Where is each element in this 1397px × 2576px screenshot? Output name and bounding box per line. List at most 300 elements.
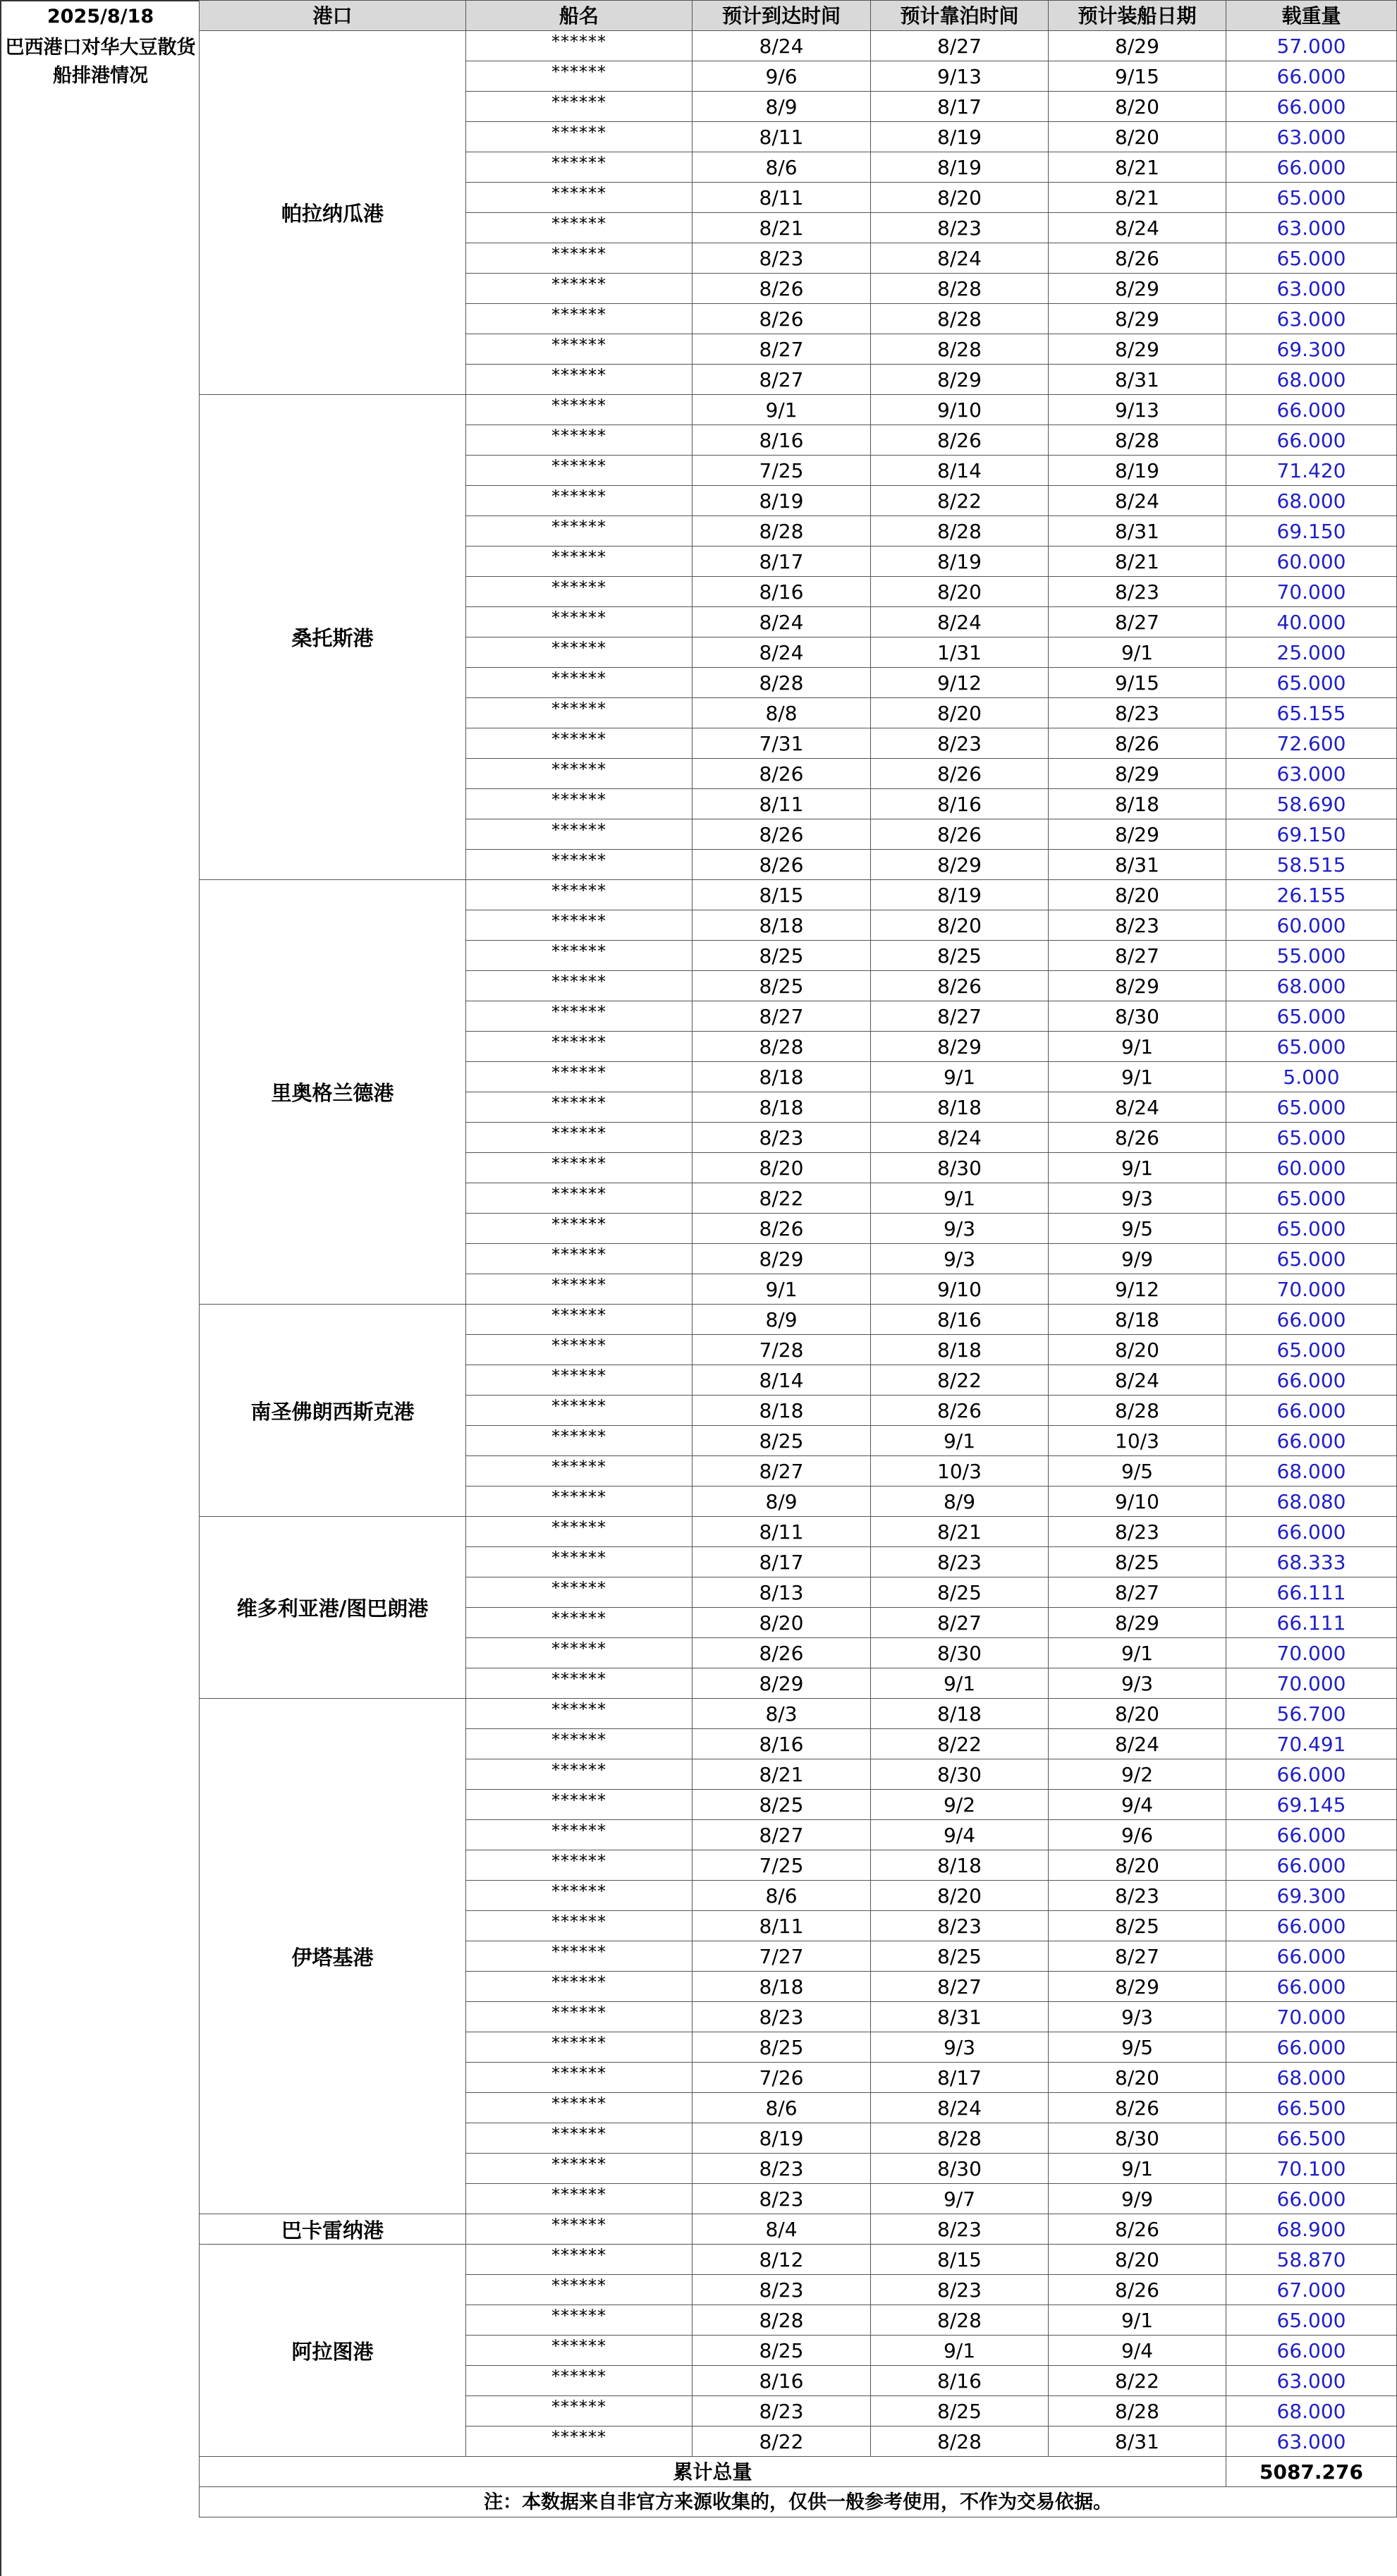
- schedule-table: [199, 0, 1397, 2576]
- row-weight: 60.000: [1226, 546, 1397, 577]
- row-vessel: ******: [465, 485, 693, 516]
- row-eta: 8/26: [692, 819, 871, 850]
- row-berth: 8/29: [870, 364, 1049, 395]
- row-loading: 8/28: [1048, 1395, 1226, 1426]
- row-weight: 66.000: [1226, 2335, 1397, 2366]
- row-vessel: ******: [465, 30, 693, 61]
- row-vessel: ******: [465, 1637, 693, 1668]
- row-berth: 8/26: [870, 970, 1049, 1001]
- row-weight: 5.000: [1226, 1061, 1397, 1092]
- report-date: 2025/8/18: [47, 6, 154, 28]
- row-berth: 9/13: [870, 61, 1049, 92]
- row-weight: 68.000: [1226, 485, 1397, 516]
- row-loading: 8/22: [1048, 2365, 1226, 2396]
- row-vessel: ******: [465, 1759, 693, 1790]
- row-berth: 9/3: [870, 1243, 1049, 1274]
- row-weight: 40.000: [1226, 606, 1397, 637]
- row-eta: 8/11: [692, 182, 871, 213]
- row-loading: 9/1: [1048, 2305, 1226, 2336]
- row-berth: 9/1: [870, 1668, 1049, 1699]
- row-eta: 8/27: [692, 364, 871, 395]
- row-vessel: ******: [465, 1001, 693, 1032]
- row-loading: 8/29: [1048, 1607, 1226, 1638]
- row-vessel: ******: [465, 1304, 693, 1335]
- row-loading: 8/19: [1048, 455, 1226, 486]
- port-name: 伊塔基港: [199, 1698, 466, 2214]
- row-berth: 8/30: [870, 1759, 1049, 1790]
- row-loading: 8/24: [1048, 1365, 1226, 1396]
- row-weight: 65.000: [1226, 1122, 1397, 1153]
- row-weight: 66.000: [1226, 1971, 1397, 2002]
- row-eta: 7/25: [692, 455, 871, 486]
- row-vessel: ******: [465, 1425, 693, 1456]
- row-loading: 8/20: [1048, 1334, 1226, 1365]
- row-eta: 8/6: [692, 152, 871, 183]
- row-eta: 8/18: [692, 1061, 871, 1092]
- row-eta: 8/18: [692, 910, 871, 941]
- row-vessel: ******: [465, 91, 693, 122]
- row-loading: 8/23: [1048, 910, 1226, 941]
- row-weight: 65.000: [1226, 1334, 1397, 1365]
- row-berth: 8/23: [870, 2214, 1049, 2245]
- row-vessel: ******: [465, 1941, 693, 1972]
- row-vessel: ******: [465, 1546, 693, 1577]
- row-vessel: ******: [465, 182, 693, 213]
- row-weight: 70.000: [1226, 1274, 1397, 1305]
- row-loading: 8/29: [1048, 758, 1226, 789]
- row-weight: 69.300: [1226, 334, 1397, 365]
- row-eta: 8/11: [692, 1516, 871, 1547]
- row-weight: 72.600: [1226, 728, 1397, 759]
- row-eta: 8/28: [692, 1031, 871, 1062]
- row-vessel: ******: [465, 2244, 693, 2275]
- row-weight: 66.000: [1226, 1819, 1397, 1850]
- row-vessel: ******: [465, 1243, 693, 1274]
- row-vessel: ******: [465, 2274, 693, 2305]
- row-vessel: ******: [465, 1819, 693, 1850]
- row-loading: 9/10: [1048, 1486, 1226, 1517]
- row-eta: 8/28: [692, 2305, 871, 2336]
- row-eta: 8/22: [692, 1183, 871, 1214]
- row-vessel: ******: [465, 970, 693, 1001]
- row-eta: 8/18: [692, 1092, 871, 1123]
- row-eta: 8/6: [692, 2092, 871, 2123]
- row-vessel: ******: [465, 697, 693, 728]
- row-eta: 8/16: [692, 1728, 871, 1759]
- row-eta: 8/14: [692, 1365, 871, 1396]
- row-berth: 8/26: [870, 1395, 1049, 1426]
- row-loading: 8/26: [1048, 2274, 1226, 2305]
- row-eta: 8/9: [692, 91, 871, 122]
- row-weight: 58.870: [1226, 2244, 1397, 2275]
- row-loading: 9/15: [1048, 667, 1226, 698]
- row-eta: 8/25: [692, 1789, 871, 1820]
- row-eta: 8/4: [692, 2214, 871, 2245]
- row-berth: 8/24: [870, 243, 1049, 274]
- row-weight: 55.000: [1226, 940, 1397, 971]
- row-loading: 9/9: [1048, 1243, 1226, 1274]
- row-vessel: ******: [465, 788, 693, 819]
- row-loading: 8/24: [1048, 1728, 1226, 1759]
- row-eta: 8/23: [692, 2274, 871, 2305]
- total-value: 5087.276: [1226, 2456, 1397, 2487]
- row-loading: 9/4: [1048, 2335, 1226, 2366]
- row-vessel: ******: [465, 1395, 693, 1426]
- row-weight: 66.000: [1226, 1910, 1397, 1941]
- row-eta: 8/24: [692, 30, 871, 61]
- row-berth: 10/3: [870, 1455, 1049, 1487]
- row-eta: 8/27: [692, 1819, 871, 1850]
- row-weight: 70.000: [1226, 2001, 1397, 2032]
- row-loading: 8/21: [1048, 182, 1226, 213]
- row-weight: 66.000: [1226, 152, 1397, 183]
- row-loading: 8/31: [1048, 2426, 1226, 2457]
- row-vessel: ******: [465, 1850, 693, 1881]
- port-name: 里奥格兰德港: [199, 879, 466, 1305]
- header-vessel: 船名: [465, 0, 693, 31]
- row-loading: 9/4: [1048, 1789, 1226, 1820]
- row-eta: 8/25: [692, 970, 871, 1001]
- row-loading: 8/20: [1048, 2244, 1226, 2275]
- row-berth: 8/28: [870, 273, 1049, 304]
- row-vessel: ******: [465, 2335, 693, 2366]
- row-vessel: ******: [465, 910, 693, 941]
- row-weight: 68.080: [1226, 1486, 1397, 1517]
- row-weight: 56.700: [1226, 1698, 1397, 1729]
- row-berth: 8/23: [870, 1910, 1049, 1941]
- row-berth: 9/1: [870, 1183, 1049, 1214]
- row-eta: 8/11: [692, 1910, 871, 1941]
- row-berth: 8/28: [870, 303, 1049, 334]
- row-vessel: ******: [465, 1880, 693, 1911]
- row-berth: 8/24: [870, 1122, 1049, 1153]
- row-loading: 8/27: [1048, 1577, 1226, 1608]
- row-vessel: ******: [465, 2123, 693, 2154]
- row-weight: 66.111: [1226, 1577, 1397, 1608]
- row-eta: 8/27: [692, 334, 871, 365]
- row-berth: 8/19: [870, 121, 1049, 152]
- row-loading: 8/20: [1048, 1850, 1226, 1881]
- row-loading: 8/20: [1048, 121, 1226, 152]
- row-weight: 66.000: [1226, 61, 1397, 92]
- row-loading: 8/23: [1048, 697, 1226, 728]
- row-berth: 8/24: [870, 2092, 1049, 2123]
- row-loading: 8/30: [1048, 1001, 1226, 1032]
- row-vessel: ******: [465, 1910, 693, 1941]
- row-weight: 65.000: [1226, 2305, 1397, 2336]
- row-eta: 8/19: [692, 2123, 871, 2154]
- row-loading: 9/3: [1048, 2001, 1226, 2032]
- row-loading: 9/1: [1048, 1031, 1226, 1062]
- row-berth: 9/3: [870, 1213, 1049, 1244]
- row-berth: 8/17: [870, 2062, 1049, 2093]
- row-eta: 8/8: [692, 697, 871, 728]
- row-berth: 8/22: [870, 1728, 1049, 1759]
- row-eta: 8/25: [692, 1425, 871, 1456]
- row-loading: 9/2: [1048, 1759, 1226, 1790]
- row-berth: 8/27: [870, 30, 1049, 61]
- row-berth: 8/16: [870, 2365, 1049, 2396]
- row-weight: 68.000: [1226, 2395, 1397, 2427]
- row-weight: 71.420: [1226, 455, 1397, 486]
- row-berth: 8/17: [870, 91, 1049, 122]
- row-vessel: ******: [465, 1486, 693, 1517]
- row-eta: 8/12: [692, 2244, 871, 2275]
- row-eta: 8/19: [692, 485, 871, 516]
- row-berth: 8/21: [870, 1516, 1049, 1547]
- row-berth: 8/24: [870, 606, 1049, 637]
- row-vessel: ******: [465, 273, 693, 304]
- row-weight: 65.000: [1226, 243, 1397, 274]
- row-loading: 8/29: [1048, 303, 1226, 334]
- header-port: 港口: [199, 0, 466, 31]
- row-loading: 8/20: [1048, 2062, 1226, 2093]
- row-eta: 8/9: [692, 1304, 871, 1335]
- row-berth: 9/10: [870, 394, 1049, 425]
- row-loading: 8/18: [1048, 788, 1226, 819]
- row-vessel: ******: [465, 334, 693, 365]
- row-loading: 8/20: [1048, 91, 1226, 122]
- row-vessel: ******: [465, 940, 693, 971]
- row-weight: 26.155: [1226, 879, 1397, 910]
- header-weight: 载重量: [1226, 0, 1397, 31]
- row-berth: 8/25: [870, 1941, 1049, 1972]
- row-vessel: ******: [465, 1183, 693, 1214]
- row-eta: 8/18: [692, 1971, 871, 2002]
- row-weight: 58.690: [1226, 788, 1397, 819]
- row-eta: 8/23: [692, 2153, 871, 2184]
- row-weight: 65.000: [1226, 1243, 1397, 1274]
- row-vessel: ******: [465, 1607, 693, 1638]
- row-weight: 66.500: [1226, 2092, 1397, 2123]
- row-vessel: ******: [465, 637, 693, 668]
- row-vessel: ******: [465, 1789, 693, 1820]
- row-weight: 66.000: [1226, 1516, 1397, 1547]
- row-berth: 8/22: [870, 1365, 1049, 1396]
- row-weight: 69.150: [1226, 819, 1397, 850]
- row-loading: 8/31: [1048, 515, 1226, 547]
- row-loading: 8/29: [1048, 30, 1226, 61]
- row-weight: 65.000: [1226, 667, 1397, 698]
- row-weight: 67.000: [1226, 2274, 1397, 2305]
- row-berth: 8/15: [870, 2244, 1049, 2275]
- row-loading: 8/27: [1048, 606, 1226, 637]
- row-berth: 8/31: [870, 2001, 1049, 2032]
- row-vessel: ******: [465, 121, 693, 152]
- row-loading: 8/23: [1048, 576, 1226, 607]
- row-weight: 70.000: [1226, 1668, 1397, 1699]
- row-vessel: ******: [465, 1274, 693, 1305]
- row-eta: 8/9: [692, 1486, 871, 1517]
- row-eta: 9/6: [692, 61, 871, 92]
- row-loading: 9/3: [1048, 1183, 1226, 1214]
- row-berth: 8/23: [870, 728, 1049, 759]
- row-eta: 8/26: [692, 849, 871, 880]
- row-loading: 8/31: [1048, 364, 1226, 395]
- row-weight: 66.500: [1226, 2123, 1397, 2154]
- row-berth: 8/20: [870, 1880, 1049, 1911]
- row-weight: 65.000: [1226, 1001, 1397, 1032]
- row-weight: 68.000: [1226, 364, 1397, 395]
- row-loading: 8/27: [1048, 940, 1226, 971]
- row-weight: 66.000: [1226, 1759, 1397, 1790]
- row-weight: 66.000: [1226, 1941, 1397, 1972]
- row-eta: 8/26: [692, 1637, 871, 1668]
- row-loading: 9/12: [1048, 1274, 1226, 1305]
- row-berth: 9/12: [870, 667, 1049, 698]
- port-name: 帕拉纳瓜港: [199, 30, 466, 395]
- row-berth: 8/19: [870, 152, 1049, 183]
- row-berth: 8/16: [870, 788, 1049, 819]
- row-loading: 8/29: [1048, 273, 1226, 304]
- row-vessel: ******: [465, 243, 693, 274]
- row-loading: 8/21: [1048, 546, 1226, 577]
- row-weight: 66.000: [1226, 91, 1397, 122]
- row-loading: 8/23: [1048, 1516, 1226, 1547]
- row-eta: 8/20: [692, 1152, 871, 1183]
- row-eta: 8/6: [692, 1880, 871, 1911]
- total-label: 累计总量: [199, 2456, 1226, 2487]
- row-loading: 9/1: [1048, 2153, 1226, 2184]
- row-weight: 69.300: [1226, 1880, 1397, 1911]
- row-weight: 70.491: [1226, 1728, 1397, 1759]
- row-vessel: ******: [465, 2153, 693, 2184]
- row-berth: 9/4: [870, 1819, 1049, 1850]
- row-eta: 8/28: [692, 667, 871, 698]
- row-weight: 63.000: [1226, 212, 1397, 243]
- port-name: 南圣佛朗西斯克港: [199, 1304, 466, 1517]
- row-loading: 9/13: [1048, 394, 1226, 425]
- row-eta: 8/26: [692, 273, 871, 304]
- row-loading: 8/30: [1048, 2123, 1226, 2154]
- row-vessel: ******: [465, 1334, 693, 1365]
- row-weight: 66.000: [1226, 1850, 1397, 1881]
- row-loading: 8/26: [1048, 2092, 1226, 2123]
- row-weight: 65.000: [1226, 1213, 1397, 1244]
- row-eta: 7/31: [692, 728, 871, 759]
- row-berth: 8/22: [870, 485, 1049, 516]
- row-vessel: ******: [465, 2032, 693, 2063]
- row-weight: 25.000: [1226, 637, 1397, 668]
- row-loading: 8/20: [1048, 879, 1226, 910]
- row-loading: 8/20: [1048, 1698, 1226, 1729]
- row-vessel: ******: [465, 849, 693, 880]
- row-vessel: ******: [465, 2365, 693, 2396]
- row-berth: 8/30: [870, 1637, 1049, 1668]
- row-vessel: ******: [465, 455, 693, 486]
- row-weight: 70.000: [1226, 1637, 1397, 1668]
- row-loading: 8/24: [1048, 485, 1226, 516]
- row-berth: 8/26: [870, 819, 1049, 850]
- row-eta: 8/16: [692, 576, 871, 607]
- row-weight: 66.000: [1226, 1425, 1397, 1456]
- row-weight: 68.333: [1226, 1546, 1397, 1577]
- header-eta: 预计到达时间: [692, 0, 871, 31]
- row-berth: 8/30: [870, 2153, 1049, 2184]
- row-loading: 9/15: [1048, 61, 1226, 92]
- row-vessel: ******: [465, 1365, 693, 1396]
- row-berth: 8/16: [870, 1304, 1049, 1335]
- row-weight: 57.000: [1226, 30, 1397, 61]
- row-weight: 66.000: [1226, 2183, 1397, 2214]
- row-vessel: ******: [465, 303, 693, 334]
- row-loading: 9/1: [1048, 637, 1226, 668]
- row-vessel: ******: [465, 2183, 693, 2214]
- row-eta: 7/25: [692, 1850, 871, 1881]
- row-weight: 68.900: [1226, 2214, 1397, 2245]
- row-vessel: ******: [465, 1061, 693, 1092]
- row-berth: 8/23: [870, 212, 1049, 243]
- row-loading: 8/29: [1048, 819, 1226, 850]
- row-eta: 8/29: [692, 1243, 871, 1274]
- row-vessel: ******: [465, 2214, 693, 2245]
- row-eta: 8/24: [692, 637, 871, 668]
- row-eta: 8/23: [692, 1122, 871, 1153]
- row-vessel: ******: [465, 2001, 693, 2032]
- row-berth: 8/23: [870, 2274, 1049, 2305]
- row-eta: 8/25: [692, 940, 871, 971]
- row-vessel: ******: [465, 728, 693, 759]
- row-berth: 8/20: [870, 697, 1049, 728]
- row-loading: 8/25: [1048, 1910, 1226, 1941]
- row-vessel: ******: [465, 515, 693, 547]
- row-vessel: ******: [465, 879, 693, 910]
- row-berth: 8/18: [870, 1698, 1049, 1729]
- row-vessel: ******: [465, 2426, 693, 2457]
- row-berth: 8/27: [870, 1001, 1049, 1032]
- row-vessel: ******: [465, 1152, 693, 1183]
- row-berth: 8/28: [870, 334, 1049, 365]
- row-weight: 66.111: [1226, 1607, 1397, 1638]
- row-eta: 8/16: [692, 425, 871, 456]
- row-loading: 10/3: [1048, 1425, 1226, 1456]
- row-vessel: ******: [465, 546, 693, 577]
- row-weight: 63.000: [1226, 273, 1397, 304]
- row-loading: 8/18: [1048, 1304, 1226, 1335]
- row-weight: 63.000: [1226, 303, 1397, 334]
- row-berth: 8/30: [870, 1152, 1049, 1183]
- row-vessel: ******: [465, 1213, 693, 1244]
- row-eta: 8/13: [692, 1577, 871, 1608]
- row-berth: 8/19: [870, 546, 1049, 577]
- row-vessel: ******: [465, 1031, 693, 1062]
- row-vessel: ******: [465, 1092, 693, 1123]
- report-title: 巴西港口对华大豆散货船排港情况: [5, 37, 196, 87]
- row-weight: 63.000: [1226, 2365, 1397, 2396]
- row-eta: 9/1: [692, 1274, 871, 1305]
- row-berth: 9/10: [870, 1274, 1049, 1305]
- row-weight: 65.000: [1226, 1031, 1397, 1062]
- row-eta: 8/26: [692, 1213, 871, 1244]
- row-vessel: ******: [465, 1728, 693, 1759]
- row-loading: 8/21: [1048, 152, 1226, 183]
- row-vessel: ******: [465, 1971, 693, 2002]
- row-vessel: ******: [465, 2395, 693, 2427]
- row-weight: 66.000: [1226, 1395, 1397, 1426]
- row-berth: 8/25: [870, 2395, 1049, 2427]
- row-vessel: ******: [465, 1516, 693, 1547]
- row-loading: 8/25: [1048, 1546, 1226, 1577]
- row-eta: 8/11: [692, 788, 871, 819]
- row-loading: 9/5: [1048, 2032, 1226, 2063]
- row-berth: 8/28: [870, 2123, 1049, 2154]
- row-loading: 8/24: [1048, 1092, 1226, 1123]
- row-berth: 8/28: [870, 2426, 1049, 2457]
- row-vessel: ******: [465, 364, 693, 395]
- row-eta: 8/16: [692, 2365, 871, 2396]
- row-weight: 66.000: [1226, 394, 1397, 425]
- row-vessel: ******: [465, 606, 693, 637]
